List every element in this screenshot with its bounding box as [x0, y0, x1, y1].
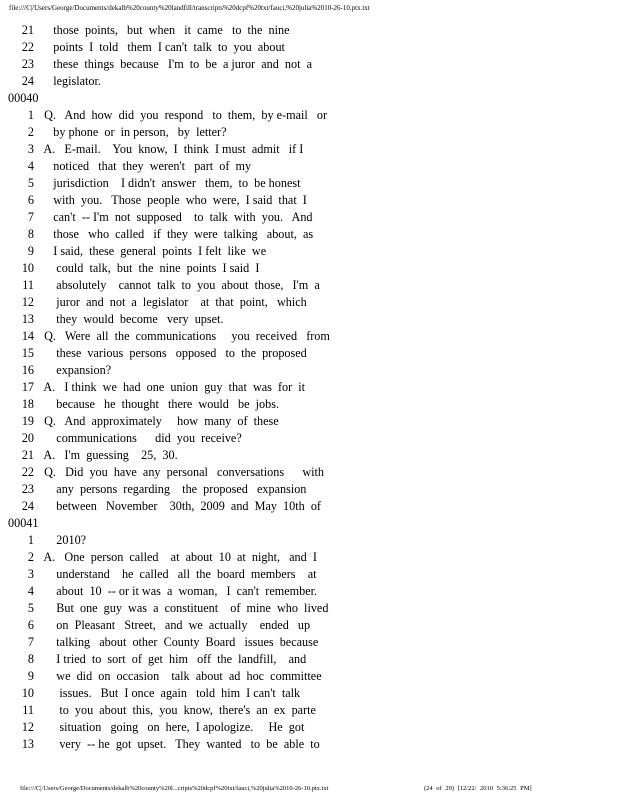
- line-number: 12: [21, 295, 34, 309]
- line-text: I tried to sort of get him off the landfill, and: [38, 652, 307, 666]
- line-text: legislator.: [38, 74, 101, 88]
- page-marker: [8, 515, 608, 532]
- transcript-line: [8, 226, 608, 243]
- line-number: 4: [27, 159, 34, 173]
- line-number: 11: [22, 278, 34, 292]
- line-number: 20: [21, 431, 34, 445]
- line-number: 4: [27, 584, 34, 598]
- transcript-line: [8, 379, 608, 396]
- line-text: any persons regarding the proposed expansion: [38, 482, 307, 496]
- line-text: understand he called all the board members at: [38, 567, 317, 581]
- line-text: by phone or in person, by letter?: [38, 125, 227, 139]
- line-number: 19: [21, 414, 34, 428]
- transcript-line: [8, 413, 608, 430]
- page-number: 00041: [8, 516, 39, 530]
- transcript-body: [8, 22, 608, 753]
- line-text: we did on occasion talk about ad hoc committee: [38, 669, 322, 683]
- line-number: 3: [27, 142, 34, 156]
- line-text: Q. And approximately how many of these: [38, 414, 279, 428]
- transcript-line: [8, 73, 608, 90]
- transcript-line: [8, 481, 608, 498]
- line-number: 24: [21, 499, 34, 513]
- transcript-line: [8, 447, 608, 464]
- line-number: 23: [21, 57, 34, 71]
- line-number: 5: [27, 601, 34, 615]
- transcript-line: [8, 311, 608, 328]
- line-number: 21: [21, 23, 34, 37]
- transcript-line: [8, 362, 608, 379]
- line-number: 22: [21, 40, 34, 54]
- transcript-line: [8, 396, 608, 413]
- transcript-line: [8, 685, 608, 702]
- transcript-line: [8, 430, 608, 447]
- line-text: very -- he got upset. They wanted to be able to: [38, 737, 320, 751]
- line-text: expansion?: [38, 363, 112, 377]
- transcript-line: [8, 22, 608, 39]
- line-text: noticed that they weren't part of my: [38, 159, 252, 173]
- page-marker: [8, 90, 608, 107]
- line-text: these various persons opposed to the proposed: [38, 346, 307, 360]
- line-number: 9: [27, 669, 34, 683]
- transcript-line: [8, 702, 608, 719]
- line-text: absolutely cannot talk to you about those, I'm a: [38, 278, 320, 292]
- line-number: 18: [21, 397, 34, 411]
- line-number: 1: [27, 108, 34, 122]
- line-text: between November 30th, 2009 and May 10th of: [38, 499, 321, 513]
- transcript-line: [8, 39, 608, 56]
- line-number: 16: [21, 363, 34, 377]
- transcript-line: [8, 668, 608, 685]
- line-number: 3: [27, 567, 34, 581]
- line-text: those points, but when it came to the nine: [38, 23, 290, 37]
- transcript-line: [8, 141, 608, 158]
- transcript-line: [8, 634, 608, 651]
- line-text: those who called if they were talking about, as: [38, 227, 314, 241]
- transcript-line: [8, 617, 608, 634]
- line-number: 6: [27, 618, 34, 632]
- line-number: 2: [27, 550, 34, 564]
- line-text: about 10 -- or it was a woman, I can't remember.: [38, 584, 318, 598]
- transcript-line: [8, 260, 608, 277]
- line-text: A. One person called at about 10 at night, and I: [38, 550, 317, 564]
- transcript-line: [8, 243, 608, 260]
- line-number: 8: [27, 227, 34, 241]
- transcript-line: [8, 158, 608, 175]
- line-number: 8: [27, 652, 34, 666]
- line-text: on Pleasant Street, and we actually ended up: [38, 618, 311, 632]
- line-number: 24: [21, 74, 34, 88]
- line-text: Q. Were all the communications you received from: [38, 329, 330, 343]
- transcript-line: [8, 532, 608, 549]
- page-info-footer: (24 of 29) [12/22/ 2010 5:36:25 PM]: [424, 785, 532, 792]
- line-text: jurisdiction I didn't answer them, to be honest: [38, 176, 301, 190]
- line-number: 14: [21, 329, 34, 343]
- line-text: these things because I'm to be a juror and not a: [38, 57, 312, 71]
- line-text: Q. And how did you respond to them, by e-mail or: [38, 108, 328, 122]
- line-number: 7: [27, 635, 34, 649]
- transcript-line: [8, 583, 608, 600]
- line-text: 2010?: [38, 533, 87, 547]
- line-text: points I told them I can't talk to you about: [38, 40, 285, 54]
- transcript-line: [8, 294, 608, 311]
- line-number: 6: [27, 193, 34, 207]
- file-path-header: file:///C|/Users/George/Documents/dekalb%20county%20landfill/transcripts%20dcpf%20txt/fauci,%20julia%2010-26-10.ptx.txt: [9, 4, 370, 12]
- line-number: 21: [21, 448, 34, 462]
- line-text: But one guy was a constituent of mine who lived: [38, 601, 329, 615]
- transcript-line: [8, 498, 608, 515]
- transcript-line: [8, 719, 608, 736]
- line-text: A. I'm guessing 25, 30.: [38, 448, 178, 462]
- line-number: 1: [27, 533, 34, 547]
- transcript-line: [8, 549, 608, 566]
- transcript-line: [8, 192, 608, 209]
- line-text: communications did you receive?: [38, 431, 242, 445]
- transcript-line: [8, 277, 608, 294]
- transcript-line: [8, 464, 608, 481]
- line-text: juror and not a legislator at that point, which: [38, 295, 307, 309]
- line-text: they would become very upset.: [38, 312, 224, 326]
- line-number: 10: [21, 261, 34, 275]
- transcript-line: [8, 736, 608, 753]
- line-text: with you. Those people who were, I said that I: [38, 193, 307, 207]
- line-number: 10: [21, 686, 34, 700]
- line-text: could talk, but the nine points I said I: [38, 261, 260, 275]
- line-number: 22: [21, 465, 34, 479]
- line-number: 23: [21, 482, 34, 496]
- line-text: because he thought there would be jobs.: [38, 397, 279, 411]
- line-text: to you about this, you know, there's an ex parte: [38, 703, 316, 717]
- line-number: 2: [27, 125, 34, 139]
- line-number: 7: [27, 210, 34, 224]
- transcript-line: [8, 600, 608, 617]
- line-number: 15: [21, 346, 34, 360]
- line-number: 9: [27, 244, 34, 258]
- transcript-line: [8, 124, 608, 141]
- transcript-line: [8, 651, 608, 668]
- file-path-footer: file:///C|/Users/George/Documents/dekalb%20county%20l...cripts%20dcpf%20txt/fauci,%20julia%2010-26-10.ptx.txt: [20, 785, 329, 792]
- line-text: situation going on here, I apologize. He got: [38, 720, 305, 734]
- line-number: 5: [27, 176, 34, 190]
- line-text: A. I think we had one union guy that was for it: [38, 380, 306, 394]
- line-number: 11: [22, 703, 34, 717]
- line-text: talking about other County Board issues because: [38, 635, 319, 649]
- line-number: 17: [21, 380, 34, 394]
- line-number: 12: [21, 720, 34, 734]
- transcript-line: [8, 328, 608, 345]
- line-number: 13: [21, 737, 34, 751]
- transcript-line: [8, 345, 608, 362]
- transcript-line: [8, 56, 608, 73]
- line-text: can't -- I'm not supposed to talk with you. And: [38, 210, 313, 224]
- transcript-line: [8, 566, 608, 583]
- line-number: 13: [21, 312, 34, 326]
- line-text: I said, these general points I felt like we: [38, 244, 267, 258]
- line-text: Q. Did you have any personal conversations with: [38, 465, 325, 479]
- line-text: A. E-mail. You know, I think I must admit if I: [38, 142, 304, 156]
- transcript-line: [8, 209, 608, 226]
- line-text: issues. But I once again told him I can't talk: [38, 686, 301, 700]
- page-number: 00040: [8, 91, 39, 105]
- transcript-line: [8, 175, 608, 192]
- transcript-line: [8, 107, 608, 124]
